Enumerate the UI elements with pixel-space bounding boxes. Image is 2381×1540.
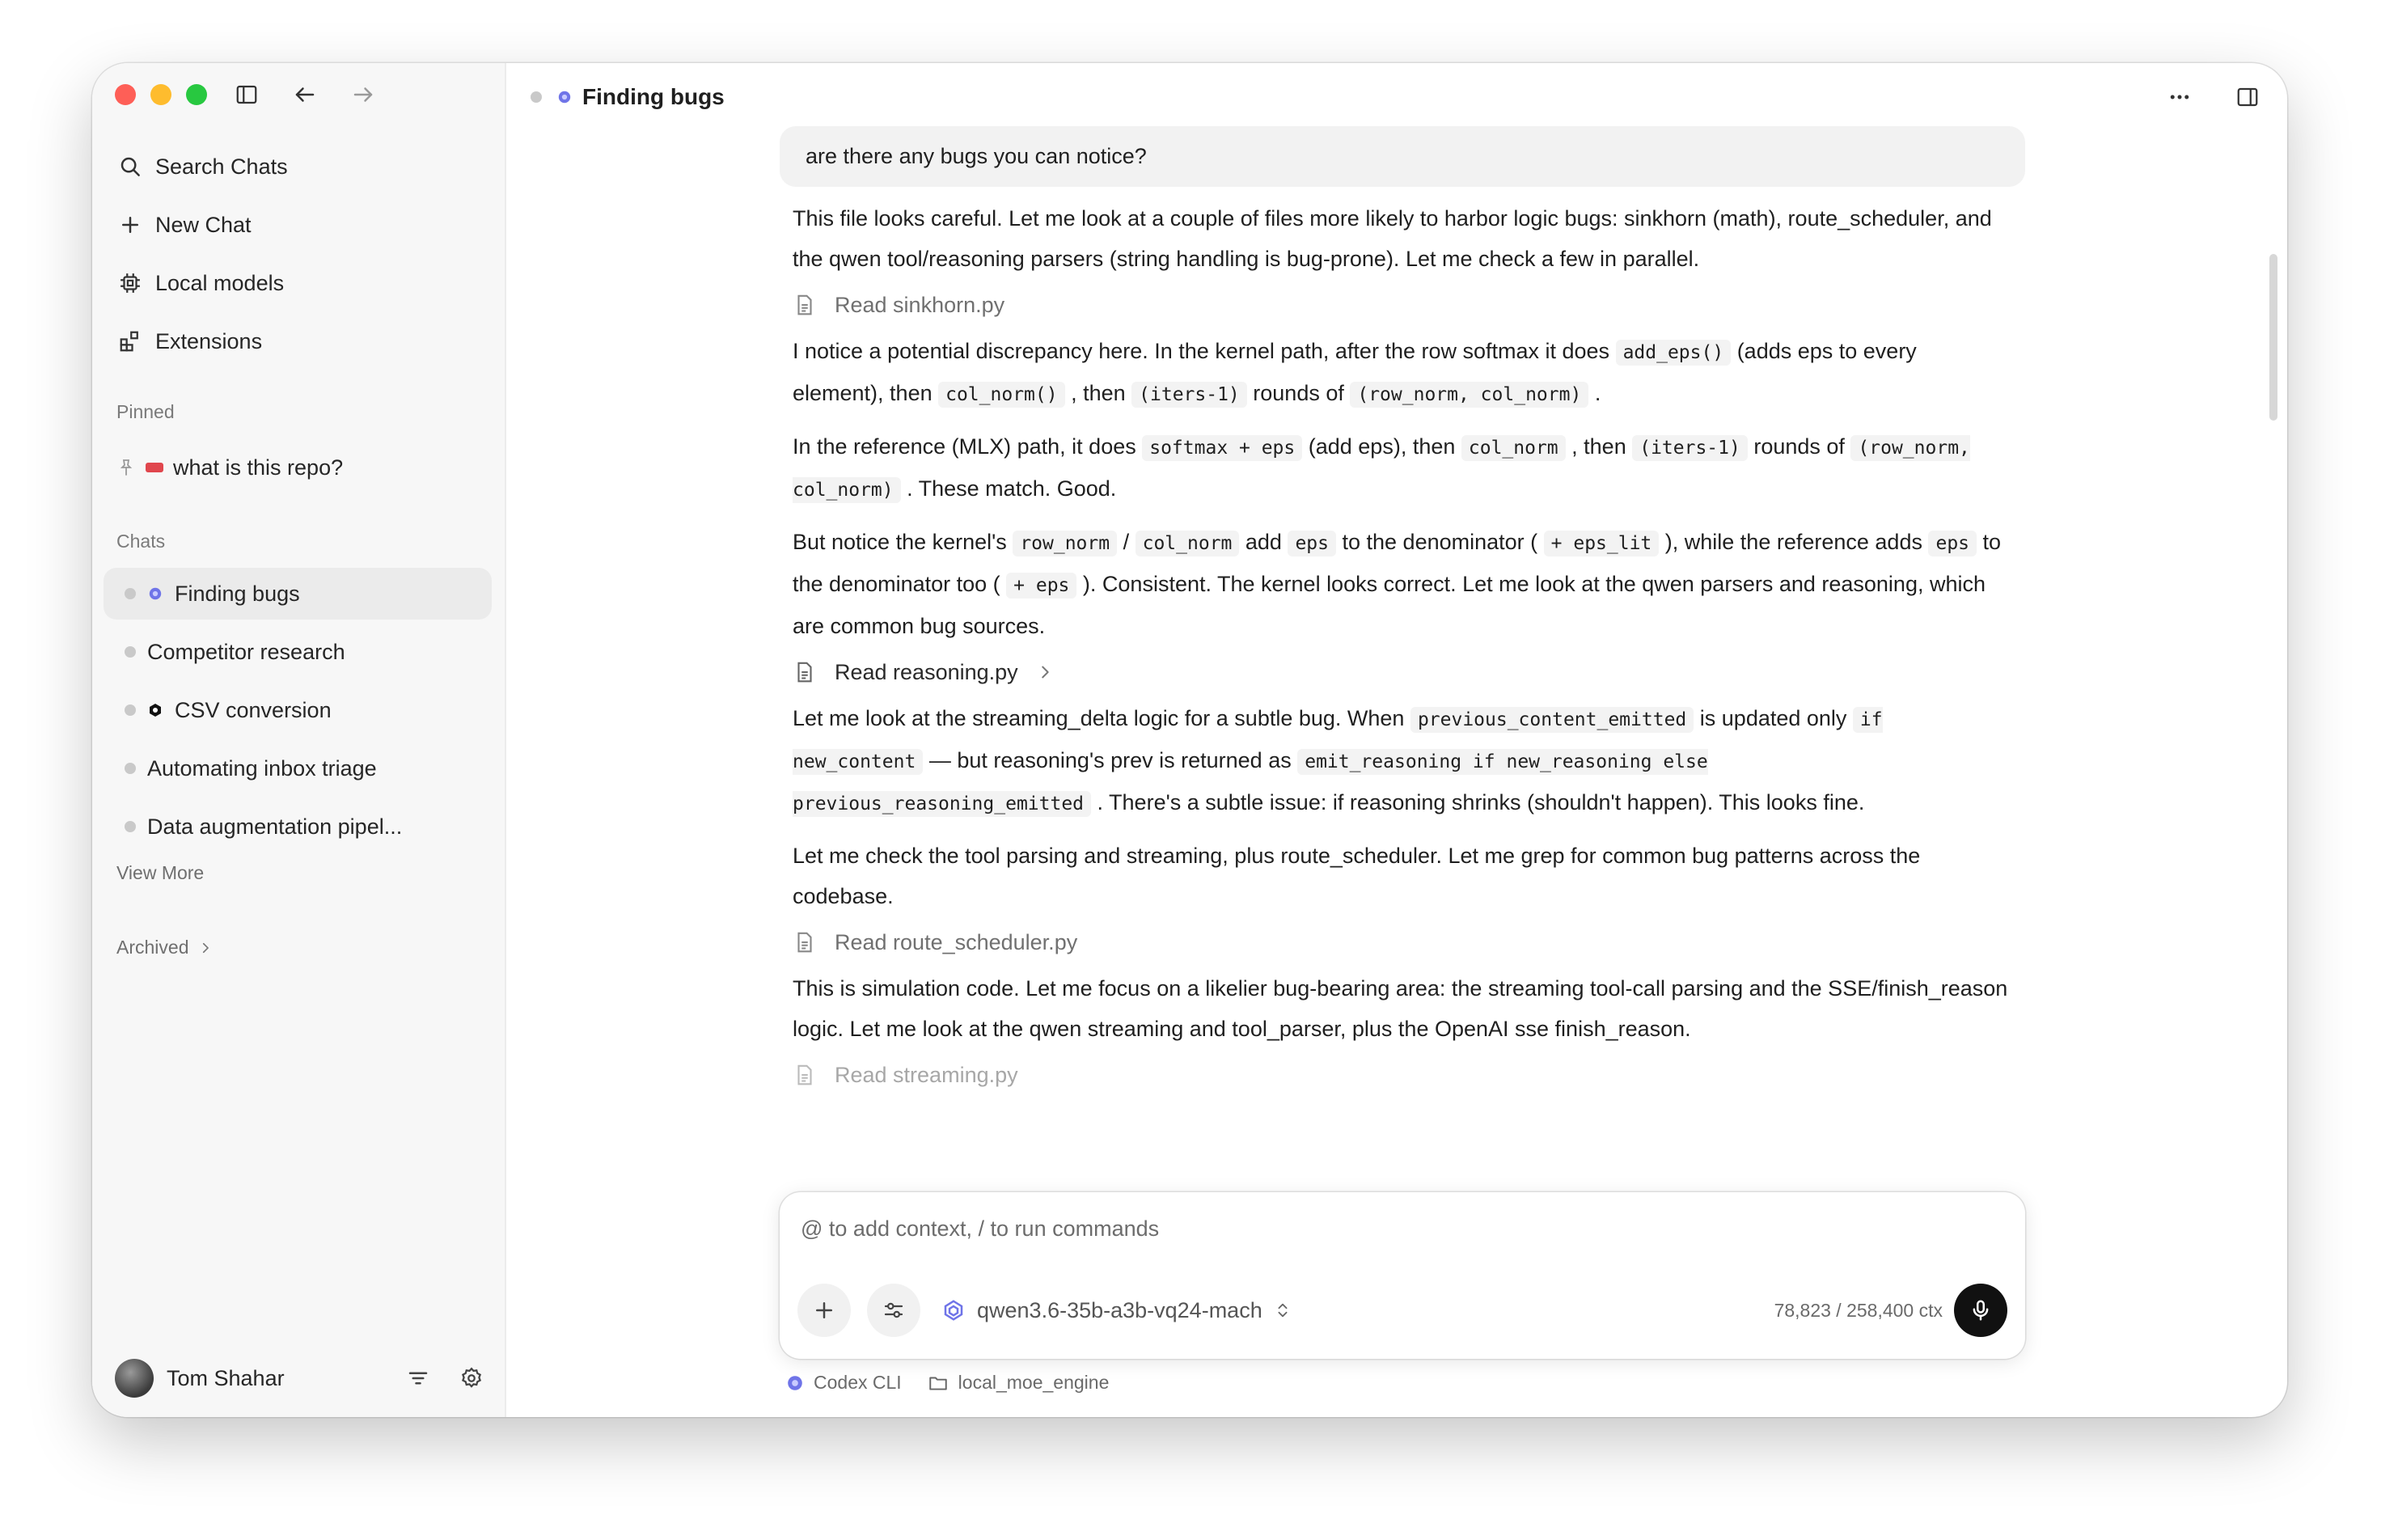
arrow-right-icon <box>351 82 375 107</box>
main-panel <box>506 63 2287 1417</box>
folder-label: local_moe_engine <box>958 1372 1110 1393</box>
chat-item-label: Competitor research <box>147 639 345 664</box>
chats-section-label: Chats <box>116 531 166 552</box>
chat-item-finding-bugs[interactable] <box>104 568 492 620</box>
chat-item-label: Data augmentation pipel... <box>147 814 403 839</box>
assistant-message: This file looks careful. Let me look at a couple of files more likely to harbor logic bugs: sinkhorn (math), route_scheduler, and the qwen tool/reasoning parsers (string handling is bug-prone). Let me check a few in parallel. <box>793 206 1992 271</box>
local-models-label: Local models <box>155 270 285 295</box>
chat-item-data-augmentation[interactable] <box>104 801 492 852</box>
user-name: Tom Shahar <box>167 1365 285 1390</box>
agent-icon <box>147 702 163 718</box>
tool-call-label: Read sinkhorn.py <box>835 292 1005 317</box>
search-chats-button[interactable] <box>115 138 487 196</box>
inline-code: add_eps() <box>1616 340 1732 366</box>
extensions-button[interactable] <box>115 312 487 370</box>
inline-code: eps <box>1288 531 1336 556</box>
search-icon <box>118 154 142 179</box>
status-dot <box>125 646 136 658</box>
chat-item-csv-conversion[interactable] <box>104 684 492 736</box>
model-name: qwen3.6-35b-a3b-vq24-mach <box>977 1297 1262 1322</box>
archived-label: Archived <box>116 937 189 958</box>
view-more-link[interactable]: View More <box>116 862 205 883</box>
panel-right-icon <box>2235 85 2260 109</box>
agent-selector[interactable] <box>786 1372 902 1394</box>
text: / <box>1117 530 1136 554</box>
assistant-message: Let me check the tool parsing and streaming, plus route_scheduler. Let me grep for common bug patterns across the codebase. <box>793 844 1921 908</box>
file-icon <box>793 1063 817 1087</box>
pinned-section-label: Pinned <box>116 401 175 422</box>
close-window-button[interactable] <box>115 84 136 105</box>
text: (add eps), then <box>1302 434 1461 459</box>
sidebar <box>92 63 506 1417</box>
inline-code: (iters-1) <box>1632 435 1748 461</box>
tool-call-read-sinkhorn[interactable] <box>780 279 2025 331</box>
ellipsis-icon <box>2167 85 2192 109</box>
toggle-sidebar-button[interactable] <box>231 79 262 110</box>
inline-code: + eps <box>1006 573 1076 599</box>
assistant-message <box>780 522 2025 646</box>
inline-code: col_norm() <box>938 382 1064 408</box>
zoom-window-button[interactable] <box>186 84 207 105</box>
text: — but reasoning's prev is returned as <box>923 748 1298 772</box>
pin-icon <box>116 458 136 477</box>
sidebar-nav <box>115 138 487 370</box>
text: . <box>1588 381 1601 405</box>
text: add <box>1239 530 1288 554</box>
forward-button[interactable] <box>348 79 379 110</box>
page-title: Finding bugs <box>582 84 725 109</box>
workspace-folder[interactable] <box>928 1372 1110 1394</box>
chat-item-competitor-research[interactable] <box>104 626 492 678</box>
new-chat-button[interactable] <box>115 196 487 254</box>
text: I notice a potential discrepancy here. In the kernel path, after the row softmax it does <box>793 339 1616 363</box>
inline-code: (row_norm, col_norm) <box>793 435 1970 503</box>
inline-code: eps <box>1928 531 1977 556</box>
message-input[interactable]: @ to add context, / to run commands <box>801 1216 1160 1241</box>
chevron-right-icon <box>198 941 213 955</box>
inline-code: row_norm <box>1013 531 1117 556</box>
agent-icon <box>556 89 573 105</box>
plus-icon <box>812 1298 836 1322</box>
status-dot <box>125 588 136 599</box>
conversation <box>780 126 2025 1236</box>
tool-call-label: Read streaming.py <box>835 1062 1018 1087</box>
back-button[interactable] <box>290 79 320 110</box>
chevron-up-down-icon <box>1274 1301 1292 1319</box>
ruler-emoji-icon <box>146 463 163 472</box>
filter-button[interactable] <box>403 1363 433 1394</box>
text: Let me look at the streaming_delta logic for a subtle bug. When <box>793 706 1410 730</box>
assistant-message <box>780 698 2025 824</box>
user-message: are there any bugs you can notice? <box>780 126 2025 187</box>
inline-code: emit_reasoning if new_reasoning else previous_reasoning_emitted <box>793 749 1708 817</box>
tool-call-label: Read reasoning.py <box>835 659 1018 684</box>
inline-code: + eps_lit <box>1544 531 1660 556</box>
new-chat-label: New Chat <box>155 212 252 237</box>
user-footer <box>115 1354 487 1402</box>
assistant-message <box>780 331 2025 415</box>
search-chats-label: Search Chats <box>155 154 288 179</box>
agent-icon <box>147 586 163 602</box>
window-controls <box>115 84 207 105</box>
codex-icon <box>786 1374 804 1392</box>
extensions-icon <box>118 329 142 353</box>
chat-item-label: Finding bugs <box>175 581 300 606</box>
assistant-message <box>780 426 2025 510</box>
tools-settings-button[interactable] <box>867 1284 920 1337</box>
minimize-window-button[interactable] <box>150 84 171 105</box>
text: rounds of <box>1747 434 1851 459</box>
pinned-chat-label: what is this repo? <box>173 455 344 480</box>
composer-footer <box>786 1372 1123 1394</box>
text: rounds of <box>1246 381 1351 405</box>
file-icon <box>793 293 817 317</box>
tool-call-read-reasoning[interactable] <box>780 646 2025 698</box>
inline-code: col_norm <box>1461 435 1566 461</box>
qwen-logo-icon <box>941 1298 966 1322</box>
title-bar <box>531 76 2263 118</box>
agent-label: Codex CLI <box>814 1372 902 1393</box>
plus-icon <box>118 213 142 237</box>
archived-link[interactable] <box>116 937 213 958</box>
text: , then <box>1565 434 1633 459</box>
text: In the reference (MLX) path, it does <box>793 434 1143 459</box>
microphone-icon <box>1969 1298 1993 1322</box>
model-selector[interactable] <box>941 1298 1292 1323</box>
conversation-scrollbar[interactable] <box>2269 254 2277 421</box>
filter-icon <box>406 1366 430 1390</box>
text: ). Consistent. The kernel looks correct. Let me look at the qwen parsers and reasoning, which are common bug sources. <box>793 572 1986 638</box>
chat-item-automating-inbox-triage[interactable] <box>104 742 492 794</box>
text: to the denominator too ( <box>793 530 2002 596</box>
folder-icon <box>928 1373 949 1394</box>
text: But notice the kernel's <box>793 530 1013 554</box>
arrow-left-icon <box>293 82 317 107</box>
text: ), while the reference adds <box>1659 530 1929 554</box>
sliders-icon <box>882 1298 906 1322</box>
inline-code: softmax + eps <box>1142 435 1302 461</box>
text: to the denominator ( <box>1336 530 1544 554</box>
context-usage: 78,823 / 258,400 ctx <box>1774 1299 1943 1321</box>
text: . There's a subtle issue: if reasoning shrinks (shouldn't happen). This looks fine. <box>1091 790 1865 814</box>
assistant-message: This is simulation code. Let me focus on a likelier bug-bearing area: the streaming tool-call parsing and the SSE/finish_reason logic. Let me look at the qwen streaming and tool_parser, plus the OpenAI sse finish_reason. <box>793 976 2008 1041</box>
file-icon <box>793 660 817 684</box>
text: is updated only <box>1694 706 1853 730</box>
composer <box>780 1192 2025 1359</box>
text: . These match. Good. <box>900 476 1117 501</box>
app-window <box>92 63 2287 1417</box>
toggle-right-panel-button[interactable] <box>2232 82 2263 112</box>
voice-input-button[interactable] <box>1954 1284 2007 1337</box>
chat-item-label: CSV conversion <box>175 697 332 722</box>
text: (adds eps to every element), then <box>793 339 1917 405</box>
pinned-chat-item[interactable] <box>116 443 343 492</box>
chat-item-label: Automating inbox triage <box>147 755 377 781</box>
gear-icon <box>459 1366 484 1390</box>
status-dot <box>125 763 136 774</box>
inline-code: (iters-1) <box>1131 382 1247 408</box>
inline-code: (row_norm, col_norm) <box>1350 382 1588 408</box>
status-dot <box>531 91 542 103</box>
text: , then <box>1064 381 1132 405</box>
settings-button[interactable] <box>456 1363 487 1394</box>
local-models-button[interactable] <box>115 254 487 312</box>
file-icon <box>793 930 817 954</box>
add-attachment-button[interactable] <box>797 1284 851 1337</box>
sidebar-icon <box>235 82 259 107</box>
inline-code: previous_content_emitted <box>1410 707 1694 733</box>
extensions-label: Extensions <box>155 328 263 353</box>
chevron-right-icon <box>1036 663 1054 681</box>
status-dot <box>125 821 136 832</box>
tool-call-read-streaming[interactable] <box>780 1049 2025 1101</box>
chat-list <box>104 568 492 859</box>
more-options-button[interactable] <box>2164 82 2195 112</box>
inline-code: if new_content <box>793 707 1883 775</box>
avatar[interactable] <box>115 1359 154 1398</box>
status-dot <box>125 704 136 716</box>
chip-icon <box>118 271 142 295</box>
tool-call-label: Read route_scheduler.py <box>835 929 1078 954</box>
inline-code: col_norm <box>1136 531 1240 556</box>
tool-call-read-route-scheduler[interactable] <box>780 916 2025 968</box>
